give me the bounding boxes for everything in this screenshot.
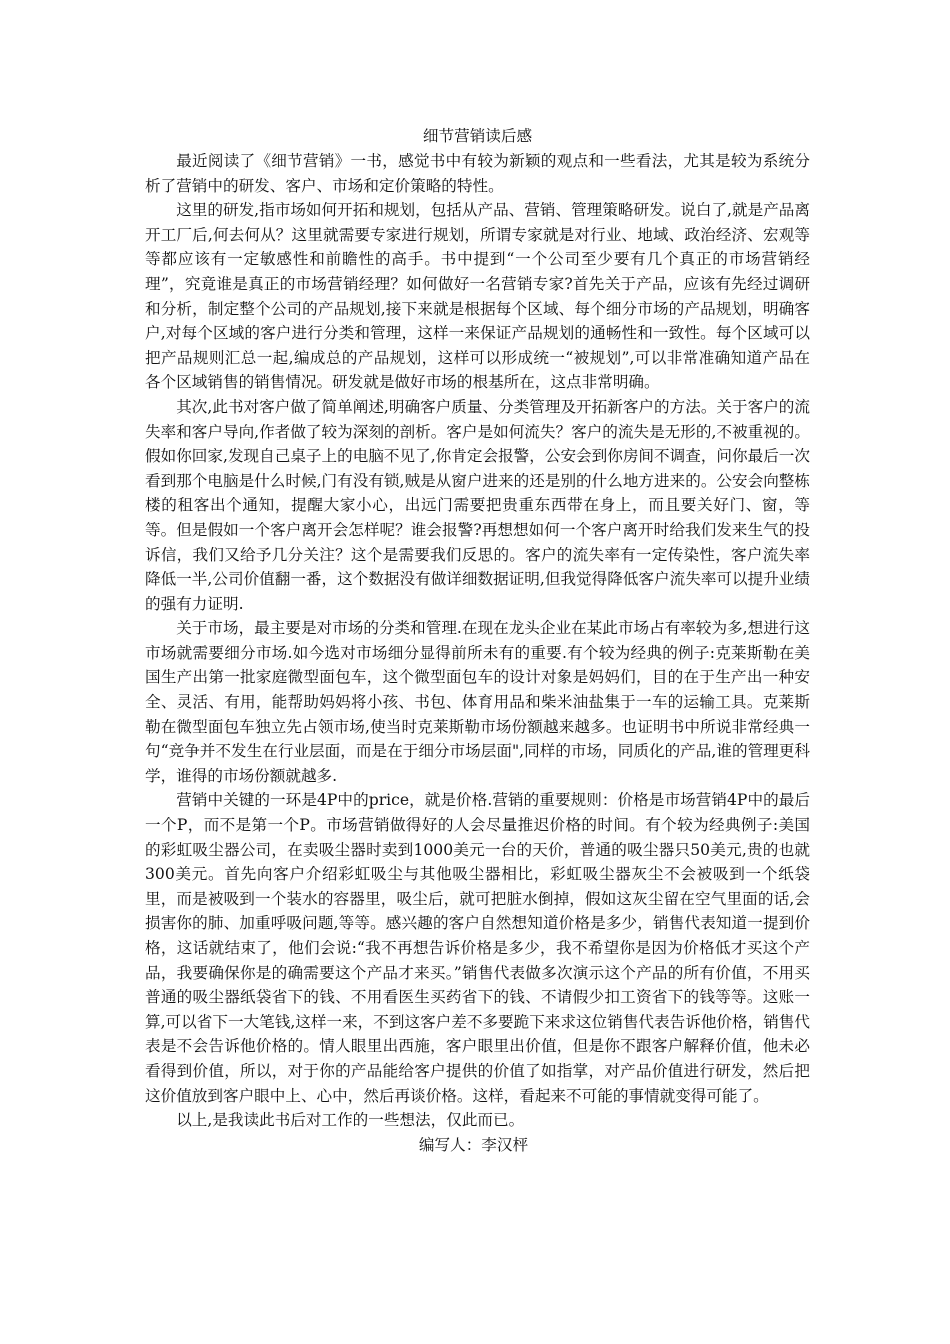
paragraph-conclusion: 以上,是我读此书后对工作的一些想法，仅此而已。 xyxy=(176,1111,525,1130)
paragraph-market: 关于市场，最主要是对市场的分类和管理.在现在龙头企业在某此市场占有率较为多,想进行这市场就需要细分市场.如今选对市场细分显得前所未有的重要.有个较为经典的例子:克莱斯勒在美国生产出第一批家庭微型面包车，这个微型面包车的设计对象是妈妈们，目的在于生产出一种安全、灵活、有用，能帮助妈妈将小孩、书包、体育用品和柴米油盐集于一车的运输工具。克莱斯勒在微型面包车独立先占领市场,使当时克莱斯勒市场份额越来越多。也证明书中所说非常经典一句“竞争并不发生在行业层面，而是在于细分市场层面",同样的市场，同质化的产品,谁的管理更科学，谁得的市场份额就越多. xyxy=(145,619,810,785)
document-body xyxy=(145,124,810,1157)
paragraph-intro: 最近阅读了《细节营销》一书，感觉书中有较为新颖的观点和一些看法，尤其是较为系统分析了营销中的研发、客户、市场和定价策略的特性。 xyxy=(145,152,810,195)
paragraph-research: 这里的研发,指市场如何开拓和规划，包括从产品、营销、管理策略研发。说白了,就是产品离开工厂后,何去何从？这里就需要专家进行规划，所谓专家就是对行业、地域、政治经济、宏观等等都应该有一定敏感性和前瞻性的高手。书中提到“一个公司至少要有几个真正的市场营销经理”，究竟谁是真正的市场营销经理？如何做好一名营销专家?首先关于产品，应该有先经过调研和分析，制定整个公司的产品规划,接下来就是根据每个区域、每个细分市场的产品规划，明确客户,对每个区域的客户进行分类和管理，这样一来保证产品规划的通畅性和一致性。每个区域可以把产品规则汇总一起,编成总的产品规划，这样可以形成统一“被规划”,可以非常准确知道产品在各个区域销售的销售情况。研发就是做好市场的根基所在，这点非常明确。 xyxy=(145,201,810,392)
paragraph-customers: 其次,此书对客户做了简单阐述,明确客户质量、分类管理及开拓新客户的方法。关于客户的流失率和客户导向,作者做了较为深刻的剖析。客户是如何流失？客户的流失是无形的,不被重视的。假如你回家,发现自己桌子上的电脑不见了,你肯定会报警，公安会到你房间不调查，问你最后一次看到那个电脑是什么时候,门有没有锁,贼是从窗户进来的还是别的什么地方进来的。公安会向整栋楼的租客出个通知，提醒大家小心，出远门需要把贵重东西带在身上，而且要关好门、窗，等等。但是假如一个客户离开会怎样呢？谁会报警?再想想如何一个客户离开时给我们发来生气的投诉信，我们又给予几分关注？这个是需要我们反思的。客户的流失率有一定传染性，客户流失率降低一半,公司价值翻一番，这个数据没有做详细数据证明,但我觉得降低客户流失率可以提升业绩的强有力证明. xyxy=(145,397,810,613)
paragraph-pricing: 营销中关键的一环是4P中的price，就是价格.营销的重要规则：价格是市场营销4P中的最后一个P，而不是第一个P。市场营销做得好的人会尽量推迟价格的时间。有个较为经典例子:美国的彩虹吸尘器公司，在卖吸尘器时卖到1000美元一台的天价，普通的吸尘器只50美元,贵的也就300美元。首先向客户介绍彩虹吸尘与其他吸尘器相比，彩虹吸尘器灰尘不会被吸到一个纸袋里，而是被吸到一个装水的容器里，吸尘后，就可把脏水倒掉，假如这灰尘留在空气里面的话,会损害你的肺、加重呼吸问题,等等。感兴趣的客户自然想知道价格是多少，销售代表知道一提到价格，这话就结束了，他们会说:“我不再想告诉价格是多少，我不希望你是因为价格低才买这个产品，我要确保你是的确需要这个产品才来买。”销售代表做多次演示这个产品的所有价值，不用买普通的吸尘器纸袋省下的钱、不用看医生买药省下的钱、不请假少扣工资省下的钱等等。这账一算,可以省下一大笔钱,这样一来，不到这客户差不多要跪下来求这位销售代表告诉他价格，销售代表是不会告诉他价格的。情人眼里出西施，客户眼里出价值，但是你不跟客户解释价值，他未必看得到价值，所以，对于你的产品能给客户提供的价值了如指掌，对产品价值进行研发，然后把这价值放到客户眼中上、心中，然后再谈价格。这样，看起来不可能的事情就变得可能了。 xyxy=(145,791,810,1105)
author-signature: 编写人：李汉枰 xyxy=(418,1135,529,1154)
document-title: 细节营销读后感 xyxy=(422,127,533,145)
